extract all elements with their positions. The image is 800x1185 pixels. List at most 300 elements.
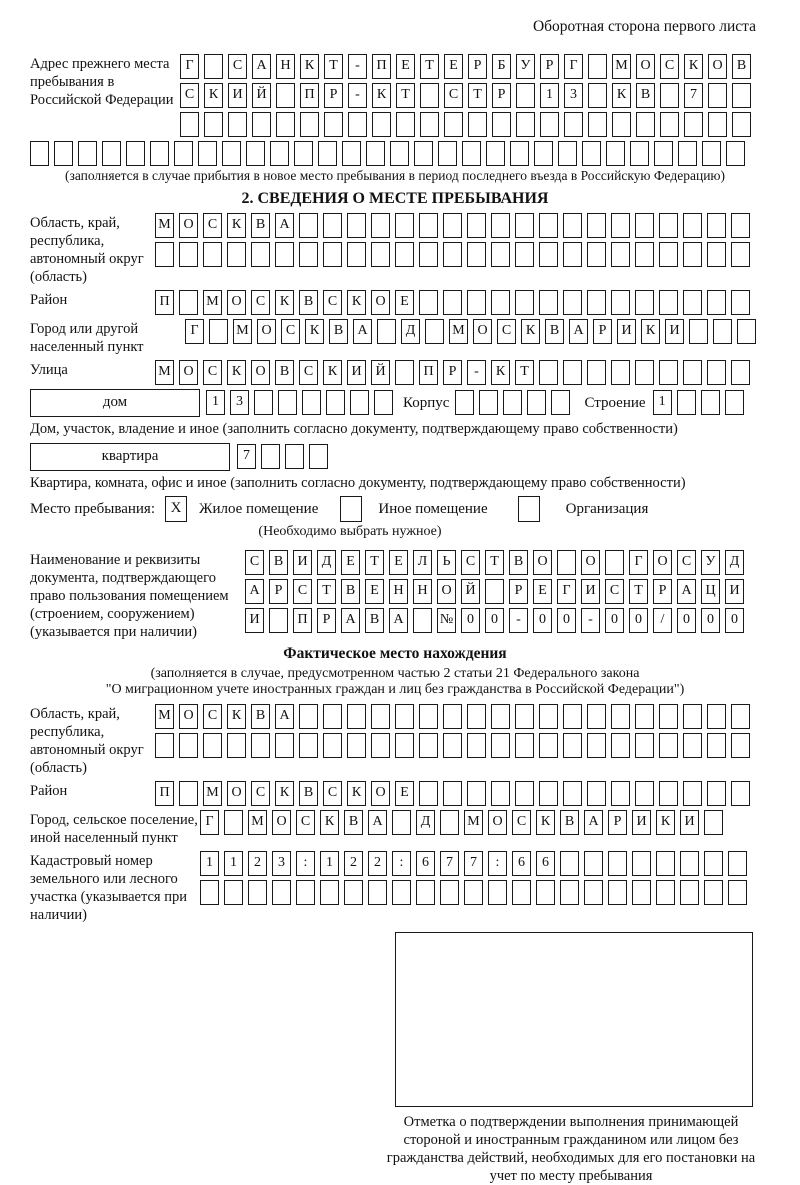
char-box[interactable]: Г xyxy=(185,319,204,344)
char-box[interactable] xyxy=(683,781,702,806)
char-box[interactable]: М xyxy=(248,810,267,835)
char-box[interactable]: 0 xyxy=(557,608,576,633)
char-box[interactable] xyxy=(377,319,396,344)
char-box[interactable] xyxy=(659,242,678,267)
char-box[interactable] xyxy=(563,781,582,806)
char-box[interactable] xyxy=(534,141,553,166)
char-box[interactable] xyxy=(155,242,174,267)
char-box[interactable]: 0 xyxy=(485,608,504,633)
char-box[interactable] xyxy=(278,390,297,415)
char-box[interactable] xyxy=(200,880,219,905)
char-box[interactable] xyxy=(539,242,558,267)
char-box[interactable]: В xyxy=(344,810,363,835)
char-box[interactable]: В xyxy=(509,550,528,575)
char-box[interactable] xyxy=(318,141,337,166)
char-box[interactable]: : xyxy=(296,851,315,876)
char-box[interactable]: Ц xyxy=(701,579,720,604)
char-box[interactable] xyxy=(584,880,603,905)
char-box[interactable] xyxy=(584,851,603,876)
char-box[interactable] xyxy=(261,444,280,469)
char-box[interactable] xyxy=(491,781,510,806)
char-box[interactable] xyxy=(701,390,720,415)
char-box[interactable] xyxy=(708,112,727,137)
char-box[interactable] xyxy=(516,112,535,137)
char-box[interactable]: Т xyxy=(420,54,439,79)
char-box[interactable]: С xyxy=(203,213,222,238)
char-box[interactable]: Е xyxy=(396,54,415,79)
char-box[interactable] xyxy=(605,550,624,575)
char-box[interactable] xyxy=(366,141,385,166)
char-box[interactable]: С xyxy=(281,319,300,344)
char-box[interactable] xyxy=(467,704,486,729)
char-box[interactable] xyxy=(611,781,630,806)
char-box[interactable] xyxy=(540,112,559,137)
char-box[interactable] xyxy=(323,733,342,758)
char-box[interactable] xyxy=(707,242,726,267)
char-box[interactable] xyxy=(347,242,366,267)
char-box[interactable]: И xyxy=(293,550,312,575)
char-box[interactable] xyxy=(276,112,295,137)
char-box[interactable] xyxy=(515,290,534,315)
char-box[interactable]: О xyxy=(227,290,246,315)
char-box[interactable]: Р xyxy=(443,360,462,385)
char-box[interactable]: И xyxy=(228,83,247,108)
char-box[interactable]: - xyxy=(509,608,528,633)
char-box[interactable]: П xyxy=(155,290,174,315)
char-box[interactable]: Е xyxy=(365,579,384,604)
char-box[interactable] xyxy=(227,242,246,267)
char-box[interactable]: С xyxy=(461,550,480,575)
char-box[interactable] xyxy=(683,290,702,315)
char-box[interactable] xyxy=(324,112,343,137)
char-box[interactable] xyxy=(347,733,366,758)
char-box[interactable]: Р xyxy=(492,83,511,108)
char-box[interactable] xyxy=(395,213,414,238)
char-box[interactable] xyxy=(467,290,486,315)
char-box[interactable] xyxy=(320,880,339,905)
char-box[interactable]: Е xyxy=(533,579,552,604)
char-box[interactable] xyxy=(731,360,750,385)
char-box[interactable]: И xyxy=(632,810,651,835)
char-box[interactable]: В xyxy=(269,550,288,575)
char-box[interactable]: О xyxy=(653,550,672,575)
char-box[interactable] xyxy=(608,851,627,876)
char-box[interactable]: С xyxy=(497,319,516,344)
char-box[interactable]: К xyxy=(372,83,391,108)
char-box[interactable] xyxy=(704,880,723,905)
char-box[interactable] xyxy=(557,550,576,575)
char-box[interactable] xyxy=(588,54,607,79)
char-box[interactable]: О xyxy=(251,360,270,385)
char-box[interactable] xyxy=(486,141,505,166)
char-box[interactable] xyxy=(611,290,630,315)
char-box[interactable]: - xyxy=(581,608,600,633)
char-box[interactable]: О xyxy=(371,781,390,806)
char-box[interactable] xyxy=(678,141,697,166)
char-box[interactable]: 0 xyxy=(605,608,624,633)
char-box[interactable]: И xyxy=(347,360,366,385)
char-box[interactable]: 7 xyxy=(440,851,459,876)
char-box[interactable]: С xyxy=(251,781,270,806)
char-box[interactable]: С xyxy=(293,579,312,604)
char-box[interactable]: К xyxy=(347,781,366,806)
char-box[interactable] xyxy=(713,319,732,344)
char-box[interactable] xyxy=(677,390,696,415)
char-box[interactable]: Д xyxy=(725,550,744,575)
char-box[interactable] xyxy=(587,733,606,758)
char-box[interactable] xyxy=(251,733,270,758)
char-box[interactable] xyxy=(272,880,291,905)
char-box[interactable] xyxy=(254,390,273,415)
char-box[interactable] xyxy=(416,880,435,905)
char-box[interactable] xyxy=(419,733,438,758)
char-box[interactable] xyxy=(467,242,486,267)
char-box[interactable] xyxy=(587,704,606,729)
char-box[interactable]: О xyxy=(473,319,492,344)
char-box[interactable] xyxy=(285,444,304,469)
char-box[interactable] xyxy=(419,213,438,238)
char-box[interactable] xyxy=(396,112,415,137)
char-box[interactable] xyxy=(467,781,486,806)
char-box[interactable] xyxy=(371,242,390,267)
char-box[interactable] xyxy=(659,213,678,238)
char-box[interactable]: А xyxy=(584,810,603,835)
char-box[interactable] xyxy=(299,242,318,267)
char-box[interactable]: К xyxy=(347,290,366,315)
char-box[interactable] xyxy=(444,112,463,137)
char-box[interactable] xyxy=(515,242,534,267)
char-box[interactable] xyxy=(179,733,198,758)
char-box[interactable]: И xyxy=(665,319,684,344)
char-box[interactable] xyxy=(443,213,462,238)
char-box[interactable] xyxy=(179,242,198,267)
char-box[interactable]: О xyxy=(179,213,198,238)
char-box[interactable]: О xyxy=(581,550,600,575)
char-box[interactable]: : xyxy=(392,851,411,876)
char-box[interactable]: К xyxy=(612,83,631,108)
char-box[interactable]: 1 xyxy=(224,851,243,876)
char-box[interactable] xyxy=(635,360,654,385)
char-box[interactable] xyxy=(683,360,702,385)
char-box[interactable] xyxy=(300,112,319,137)
char-box[interactable]: Д xyxy=(317,550,336,575)
char-box[interactable]: А xyxy=(245,579,264,604)
char-box[interactable]: Ь xyxy=(437,550,456,575)
char-box[interactable]: О xyxy=(371,290,390,315)
char-box[interactable] xyxy=(611,733,630,758)
char-box[interactable] xyxy=(224,810,243,835)
char-box[interactable] xyxy=(180,112,199,137)
char-box[interactable] xyxy=(462,141,481,166)
char-box[interactable] xyxy=(515,704,534,729)
char-box[interactable] xyxy=(491,213,510,238)
char-box[interactable]: В xyxy=(560,810,579,835)
char-box[interactable] xyxy=(635,242,654,267)
char-box[interactable]: В xyxy=(299,290,318,315)
char-box[interactable] xyxy=(539,213,558,238)
char-box[interactable]: Л xyxy=(413,550,432,575)
char-box[interactable] xyxy=(612,112,631,137)
char-box[interactable]: С xyxy=(180,83,199,108)
char-box[interactable]: С xyxy=(323,290,342,315)
char-box[interactable]: 3 xyxy=(230,390,249,415)
char-box[interactable]: С xyxy=(203,360,222,385)
char-box[interactable] xyxy=(732,83,751,108)
char-box[interactable]: А xyxy=(252,54,271,79)
char-box[interactable] xyxy=(491,733,510,758)
char-box[interactable] xyxy=(659,781,678,806)
char-box[interactable]: Р xyxy=(608,810,627,835)
char-box[interactable]: 6 xyxy=(536,851,555,876)
char-box[interactable]: Н xyxy=(276,54,295,79)
char-box[interactable] xyxy=(443,242,462,267)
char-box[interactable] xyxy=(419,242,438,267)
char-box[interactable] xyxy=(368,880,387,905)
char-box[interactable] xyxy=(395,360,414,385)
char-box[interactable] xyxy=(309,444,328,469)
char-box[interactable]: У xyxy=(701,550,720,575)
char-box[interactable] xyxy=(299,733,318,758)
char-box[interactable]: Д xyxy=(401,319,420,344)
char-box[interactable] xyxy=(299,213,318,238)
char-box[interactable] xyxy=(707,704,726,729)
char-box[interactable]: 1 xyxy=(206,390,225,415)
char-box[interactable] xyxy=(371,733,390,758)
char-box[interactable] xyxy=(150,141,169,166)
char-box[interactable] xyxy=(395,704,414,729)
char-box[interactable] xyxy=(680,851,699,876)
char-box[interactable]: К xyxy=(227,213,246,238)
char-box[interactable] xyxy=(660,112,679,137)
char-box[interactable]: М xyxy=(203,290,222,315)
char-box[interactable]: И xyxy=(617,319,636,344)
char-box[interactable] xyxy=(707,360,726,385)
char-box[interactable]: Е xyxy=(341,550,360,575)
char-box[interactable]: Й xyxy=(461,579,480,604)
char-box[interactable] xyxy=(683,733,702,758)
char-box[interactable] xyxy=(635,213,654,238)
char-box[interactable] xyxy=(347,704,366,729)
char-box[interactable] xyxy=(491,242,510,267)
char-box[interactable] xyxy=(413,608,432,633)
char-box[interactable]: К xyxy=(227,704,246,729)
char-box[interactable] xyxy=(491,704,510,729)
char-box[interactable]: К xyxy=(684,54,703,79)
char-box[interactable] xyxy=(632,851,651,876)
char-box[interactable]: П xyxy=(300,83,319,108)
char-box[interactable]: В xyxy=(545,319,564,344)
char-box[interactable]: О xyxy=(533,550,552,575)
char-box[interactable] xyxy=(395,242,414,267)
char-box[interactable]: 1 xyxy=(540,83,559,108)
char-box[interactable]: Й xyxy=(252,83,271,108)
char-box[interactable]: А xyxy=(368,810,387,835)
char-box[interactable]: Р xyxy=(509,579,528,604)
char-box[interactable]: Г xyxy=(557,579,576,604)
char-box[interactable] xyxy=(276,83,295,108)
char-box[interactable]: В xyxy=(341,579,360,604)
char-box[interactable] xyxy=(611,242,630,267)
char-box[interactable] xyxy=(515,733,534,758)
char-box[interactable]: 0 xyxy=(533,608,552,633)
char-box[interactable] xyxy=(659,360,678,385)
char-box[interactable] xyxy=(414,141,433,166)
char-box[interactable] xyxy=(588,83,607,108)
char-box[interactable]: С xyxy=(245,550,264,575)
char-box[interactable]: М xyxy=(203,781,222,806)
char-box[interactable]: Р xyxy=(540,54,559,79)
char-box[interactable]: Т xyxy=(396,83,415,108)
char-box[interactable]: М xyxy=(155,213,174,238)
char-box[interactable]: С xyxy=(677,550,696,575)
char-box[interactable] xyxy=(587,242,606,267)
char-box[interactable]: Т xyxy=(629,579,648,604)
char-box[interactable]: 0 xyxy=(725,608,744,633)
char-box[interactable]: С xyxy=(512,810,531,835)
char-box[interactable] xyxy=(485,579,504,604)
char-box[interactable] xyxy=(440,810,459,835)
char-box[interactable] xyxy=(563,242,582,267)
char-box[interactable]: О xyxy=(437,579,456,604)
char-box[interactable]: 1 xyxy=(200,851,219,876)
char-box[interactable]: А xyxy=(569,319,588,344)
char-box[interactable]: И xyxy=(581,579,600,604)
char-box[interactable] xyxy=(588,112,607,137)
char-box[interactable]: 0 xyxy=(701,608,720,633)
char-box[interactable]: Б xyxy=(492,54,511,79)
char-box[interactable] xyxy=(294,141,313,166)
char-box[interactable] xyxy=(515,781,534,806)
char-box[interactable] xyxy=(204,54,223,79)
char-box[interactable]: О xyxy=(708,54,727,79)
char-box[interactable] xyxy=(440,880,459,905)
char-box[interactable]: 0 xyxy=(629,608,648,633)
char-box[interactable] xyxy=(126,141,145,166)
char-box[interactable] xyxy=(390,141,409,166)
char-box[interactable]: 7 xyxy=(237,444,256,469)
char-box[interactable]: А xyxy=(275,704,294,729)
char-box[interactable]: К xyxy=(300,54,319,79)
char-box[interactable] xyxy=(392,810,411,835)
checkbox-other-premises[interactable] xyxy=(340,496,362,522)
char-box[interactable]: И xyxy=(725,579,744,604)
char-box[interactable] xyxy=(659,704,678,729)
char-box[interactable]: О xyxy=(179,360,198,385)
char-box[interactable] xyxy=(179,290,198,315)
char-box[interactable] xyxy=(683,242,702,267)
char-box[interactable] xyxy=(420,83,439,108)
char-box[interactable] xyxy=(30,141,49,166)
char-box[interactable] xyxy=(630,141,649,166)
char-box[interactable]: И xyxy=(680,810,699,835)
char-box[interactable]: - xyxy=(348,54,367,79)
char-box[interactable]: / xyxy=(653,608,672,633)
char-box[interactable] xyxy=(635,733,654,758)
char-box[interactable] xyxy=(563,733,582,758)
char-box[interactable] xyxy=(228,112,247,137)
char-box[interactable]: А xyxy=(341,608,360,633)
char-box[interactable] xyxy=(209,319,228,344)
char-box[interactable] xyxy=(155,733,174,758)
char-box[interactable] xyxy=(704,851,723,876)
char-box[interactable]: Р xyxy=(653,579,672,604)
char-box[interactable]: С xyxy=(323,781,342,806)
char-box[interactable]: И xyxy=(245,608,264,633)
char-box[interactable] xyxy=(587,213,606,238)
char-box[interactable] xyxy=(660,83,679,108)
char-box[interactable] xyxy=(323,242,342,267)
char-box[interactable] xyxy=(491,290,510,315)
char-box[interactable] xyxy=(551,390,570,415)
char-box[interactable] xyxy=(371,704,390,729)
char-box[interactable] xyxy=(608,880,627,905)
char-box[interactable]: 6 xyxy=(416,851,435,876)
char-box[interactable]: Н xyxy=(413,579,432,604)
char-box[interactable] xyxy=(707,213,726,238)
char-box[interactable]: Г xyxy=(180,54,199,79)
char-box[interactable] xyxy=(204,112,223,137)
char-box[interactable] xyxy=(392,880,411,905)
char-box[interactable] xyxy=(488,880,507,905)
char-box[interactable]: Т xyxy=(365,550,384,575)
char-box[interactable]: С xyxy=(296,810,315,835)
char-box[interactable]: 6 xyxy=(512,851,531,876)
char-box[interactable] xyxy=(198,141,217,166)
char-box[interactable]: В xyxy=(732,54,751,79)
char-box[interactable] xyxy=(492,112,511,137)
char-box[interactable] xyxy=(731,704,750,729)
char-box[interactable]: В xyxy=(365,608,384,633)
char-box[interactable] xyxy=(374,390,393,415)
char-box[interactable]: К xyxy=(305,319,324,344)
char-box[interactable]: Г xyxy=(564,54,583,79)
char-box[interactable] xyxy=(731,290,750,315)
char-box[interactable]: 3 xyxy=(272,851,291,876)
char-box[interactable] xyxy=(203,242,222,267)
char-box[interactable] xyxy=(683,704,702,729)
char-box[interactable]: Е xyxy=(395,781,414,806)
char-box[interactable]: К xyxy=(227,360,246,385)
char-box[interactable] xyxy=(707,781,726,806)
char-box[interactable] xyxy=(443,781,462,806)
char-box[interactable] xyxy=(632,880,651,905)
char-box[interactable]: П xyxy=(293,608,312,633)
char-box[interactable] xyxy=(275,242,294,267)
char-box[interactable] xyxy=(587,290,606,315)
char-box[interactable]: А xyxy=(275,213,294,238)
char-box[interactable] xyxy=(419,704,438,729)
char-box[interactable] xyxy=(737,319,756,344)
char-box[interactable] xyxy=(438,141,457,166)
char-box[interactable]: - xyxy=(467,360,486,385)
char-box[interactable] xyxy=(539,360,558,385)
char-box[interactable] xyxy=(587,781,606,806)
char-box[interactable]: К xyxy=(204,83,223,108)
char-box[interactable]: С xyxy=(444,83,463,108)
char-box[interactable]: В xyxy=(251,213,270,238)
char-box[interactable] xyxy=(582,141,601,166)
char-box[interactable] xyxy=(731,733,750,758)
char-box[interactable] xyxy=(564,112,583,137)
char-box[interactable] xyxy=(419,781,438,806)
char-box[interactable]: М xyxy=(155,360,174,385)
char-box[interactable] xyxy=(707,733,726,758)
char-box[interactable] xyxy=(222,141,241,166)
char-box[interactable]: 0 xyxy=(677,608,696,633)
char-box[interactable] xyxy=(725,390,744,415)
char-box[interactable] xyxy=(179,781,198,806)
char-box[interactable]: 2 xyxy=(344,851,363,876)
